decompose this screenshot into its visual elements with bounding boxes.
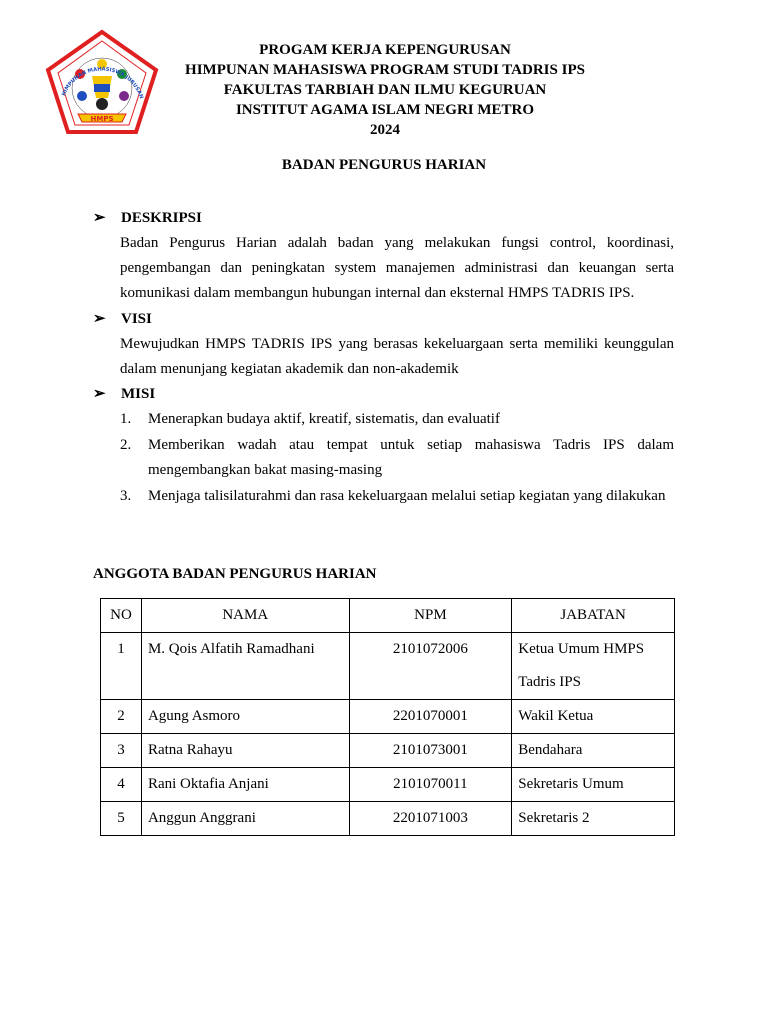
table-header-row — [101, 599, 675, 633]
table-row — [101, 734, 675, 768]
arrow-bullet-icon: ➢ — [93, 210, 106, 226]
cell-nama: M. Qois Alfatih Ramadhani — [141, 633, 349, 700]
deskripsi-heading — [93, 208, 202, 227]
misi-item-number: 2. — [120, 437, 132, 453]
deskripsi-text: Badan Pengurus Harian adalah badan yang melakukan fungsi control, koordinasi, pengembangan dan peningkatan system manajemen administrasi dan keuangan serta komunikasi dalam membangun hubungan internal dan eksternal HMPS TADRIS IPS. — [120, 235, 674, 301]
anggota-title: ANGGOTA BADAN PENGURUS HARIAN — [93, 566, 377, 582]
hmps-logo — [42, 28, 162, 140]
arrow-bullet-icon: ➢ — [93, 386, 106, 402]
cell-jabatan — [512, 633, 675, 700]
hmps-logo-emblem — [42, 28, 162, 140]
cell-jabatan: Bendahara — [512, 734, 675, 768]
cell-npm: 2101073001 — [349, 734, 512, 768]
column-header-nama: NAMA — [141, 599, 349, 633]
table-row — [101, 633, 675, 700]
cell-nama: Anggun Anggrani — [141, 802, 349, 836]
cell-jabatan: Wakil Ketua — [512, 700, 675, 734]
column-header-no: NO — [101, 599, 142, 633]
column-header-npm: NPM — [349, 599, 512, 633]
misi-item-text: Menjaga talisilaturahmi dan rasa kekeluargaan melalui setiap kegiatan yang dilakukan — [148, 488, 666, 504]
cell-no: 4 — [101, 768, 142, 802]
misi-heading — [93, 384, 155, 403]
deskripsi-heading-text: DESKRIPSI — [121, 210, 202, 226]
cell-jabatan-line: Ketua Umum HMPS — [518, 641, 645, 657]
arrow-bullet-icon: ➢ — [93, 311, 106, 327]
cell-nama: Rani Oktafia Anjani — [141, 768, 349, 802]
anggota-table — [100, 598, 675, 836]
cell-jabatan-line: Tadris IPS — [518, 674, 581, 690]
cell-npm: 2101072006 — [349, 633, 512, 700]
cell-no: 5 — [101, 802, 142, 836]
cell-npm: 2201070001 — [349, 700, 512, 734]
document-header — [150, 40, 620, 140]
visi-text: Mewujudkan HMPS TADRIS IPS yang berasas kekeluargaan serta memiliki keunggulan dalam menunjang kegiatan akademik dan non-akademik — [120, 336, 674, 377]
header-line-3: FAKULTAS TARBIAH DAN ILMU KEGURUAN — [223, 82, 547, 98]
misi-item-number: 3. — [120, 488, 132, 504]
cell-nama: Ratna Rahayu — [141, 734, 349, 768]
cell-npm: 2201071003 — [349, 802, 512, 836]
visi-heading — [93, 309, 152, 328]
cell-jabatan: Sekretaris Umum — [512, 768, 675, 802]
header-line-2: HIMPUNAN MAHASISWA PROGRAM STUDI TADRIS IPS — [185, 62, 585, 78]
visi-heading-text: VISI — [121, 311, 152, 327]
header-line-4: INSTITUT AGAMA ISLAM NEGRI METRO — [235, 102, 535, 118]
column-header-jabatan: JABATAN — [512, 599, 675, 633]
section-title: BADAN PENGURUS HARIAN — [281, 157, 487, 173]
logo-banner-text: HMPS — [90, 115, 114, 123]
cell-nama: Agung Asmoro — [141, 700, 349, 734]
cell-no: 2 — [101, 700, 142, 734]
misi-heading-text: MISI — [121, 386, 156, 402]
table-row — [101, 802, 675, 836]
cell-jabatan: Sekretaris 2 — [512, 802, 675, 836]
cell-npm: 2101070011 — [349, 768, 512, 802]
misi-item-text: Menerapkan budaya aktif, kreatif, sistematis, dan evaluatif — [148, 411, 500, 427]
header-line-5: 2024 — [370, 122, 400, 138]
table-row — [101, 768, 675, 802]
table-row — [101, 700, 675, 734]
misi-item-number: 1. — [120, 411, 132, 427]
cell-no: 1 — [101, 633, 142, 700]
header-line-1: PROGAM KERJA KEPENGURUSAN — [259, 42, 511, 58]
logo-arc-text: HIMPUNAN MAHASISWA JURUSAN — [60, 66, 145, 100]
misi-item-text: Memberikan wadah atau tempat untuk setiap mahasiswa Tadris IPS dalam mengembangkan bakat masing-masing — [148, 437, 674, 478]
cell-no: 3 — [101, 734, 142, 768]
